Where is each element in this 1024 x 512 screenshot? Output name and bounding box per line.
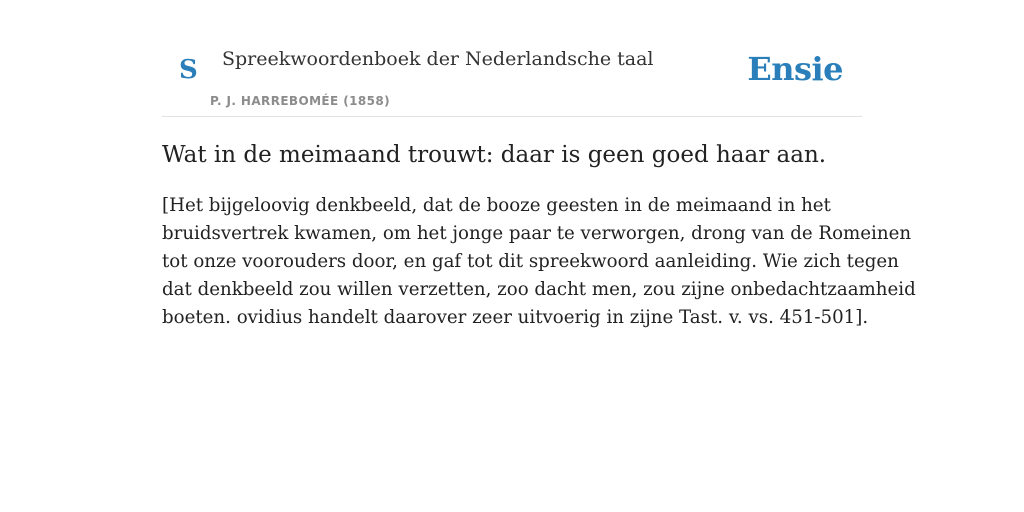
entry-body-line: [Het bijgeloovig denkbeeld, dat de booze geesten in de meimaand in het	[162, 195, 831, 216]
ensie-logo[interactable]: Ensie	[747, 50, 843, 88]
book-letter-badge[interactable]: S	[179, 55, 198, 85]
entry-body-line: tot onze voorouders door, en gaf tot dit spreekwoord aanleiding. Wie zich tegen	[162, 251, 899, 272]
entry-body-line: dat denkbeeld zou willen verzetten, zoo dacht men, zou zijne onbedachtzaamheid	[162, 279, 916, 300]
entry-body-line: boeten. ovidius handelt daarover zeer uitvoerig in zijne Tast. v. vs. 451-501].	[162, 307, 869, 328]
entry-body	[162, 192, 916, 332]
book-author: P. J. HARREBOMÉE (1858)	[210, 94, 390, 108]
entry-title: Wat in de meimaand trouwt: daar is geen goed haar aan.	[162, 142, 827, 168]
book-header	[162, 0, 862, 117]
entry-body-line: bruidsvertrek kwamen, om het jonge paar te verworgen, drong van de Romeinen	[162, 223, 912, 244]
book-title-link[interactable]: Spreekwoordenboek der Nederlandsche taal	[222, 48, 654, 70]
